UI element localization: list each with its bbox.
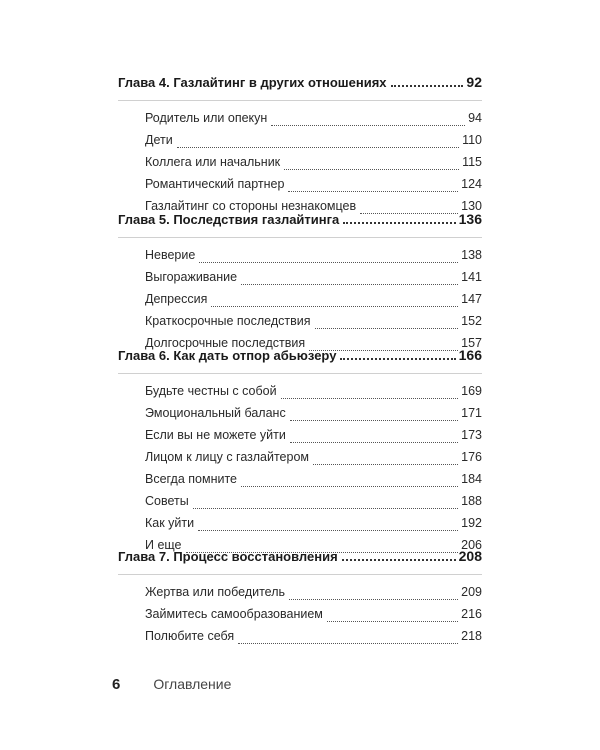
chapter-heading[interactable] — [118, 74, 482, 94]
entry-title: Если вы не можете уйти — [145, 428, 286, 442]
entry-page-number: 115 — [462, 155, 482, 169]
toc-entry[interactable] — [118, 155, 482, 177]
entry-list — [118, 585, 482, 651]
dot-leader — [198, 530, 458, 531]
entry-page-number: 141 — [461, 270, 482, 284]
chapter-heading[interactable] — [118, 211, 482, 231]
divider — [118, 373, 482, 374]
entry-title: Выгораживание — [145, 270, 238, 284]
entry-page-number: 206 — [461, 538, 482, 552]
entry-page-number: 147 — [461, 292, 482, 306]
chapter-title: Глава 5. Последствия газлайтинга — [118, 212, 340, 227]
dot-leader — [271, 125, 465, 126]
entry-page-number: 110 — [462, 133, 482, 147]
dot-leader — [177, 147, 459, 148]
divider — [118, 100, 482, 101]
entry-page-number: 94 — [468, 111, 482, 125]
entry-title: Газлайтинг со стороны незнакомцев — [145, 199, 357, 213]
toc-entry[interactable] — [118, 494, 482, 516]
toc-entry[interactable] — [118, 111, 482, 133]
entry-title: Эмоциональный баланс — [145, 406, 286, 420]
chapter-block-6 — [118, 347, 482, 560]
entry-title: Будьте честны с собой — [145, 384, 277, 398]
entry-title: Родитель или опекун — [145, 111, 268, 125]
entry-title: И еще — [145, 538, 182, 552]
dot-leader — [241, 284, 458, 285]
entry-title: Лицом к лицу с газлайтером — [145, 450, 309, 464]
toc-entry[interactable] — [118, 450, 482, 472]
entry-title: Депрессия — [145, 292, 208, 306]
entry-title: Займитесь самообразованием — [145, 607, 323, 621]
entry-list — [118, 384, 482, 560]
toc-entry[interactable] — [118, 314, 482, 336]
entry-page-number: 173 — [461, 428, 482, 442]
dot-leader — [391, 85, 464, 87]
dot-leader — [193, 508, 458, 509]
dot-leader — [290, 442, 458, 443]
chapter-page-number: 208 — [458, 548, 482, 564]
toc-entry[interactable] — [118, 607, 482, 629]
entry-title: Неверие — [145, 248, 196, 262]
toc-entry[interactable] — [118, 585, 482, 607]
chapter-page-number: 136 — [458, 211, 482, 227]
dot-leader — [281, 398, 459, 399]
toc-entry[interactable] — [118, 177, 482, 199]
toc-entry[interactable] — [118, 428, 482, 450]
toc-entry[interactable] — [118, 292, 482, 314]
dot-leader — [284, 169, 459, 170]
dot-leader — [343, 222, 455, 224]
entry-title: Жертва или победитель — [145, 585, 286, 599]
entry-page-number: 169 — [461, 384, 482, 398]
toc-entry[interactable] — [118, 133, 482, 155]
toc-entry[interactable] — [118, 248, 482, 270]
entry-page-number: 124 — [461, 177, 482, 191]
dot-leader — [211, 306, 458, 307]
chapter-title: Глава 7. Процесс восстановления — [118, 549, 338, 564]
entry-page-number: 184 — [461, 472, 482, 486]
dot-leader — [340, 358, 455, 360]
entry-page-number: 188 — [461, 494, 482, 508]
chapter-block-4 — [118, 74, 482, 221]
entry-title: Краткосрочные последствия — [145, 314, 311, 328]
chapter-heading[interactable] — [118, 347, 482, 367]
dot-leader — [288, 191, 458, 192]
entry-page-number: 192 — [461, 516, 482, 530]
entry-title: Как уйти — [145, 516, 195, 530]
entry-page-number: 130 — [461, 199, 482, 213]
chapter-heading[interactable] — [118, 548, 482, 568]
entry-page-number: 216 — [461, 607, 482, 621]
entry-title: Коллега или начальник — [145, 155, 281, 169]
entry-page-number: 157 — [461, 336, 482, 350]
entry-list — [118, 111, 482, 221]
chapter-page-number: 166 — [458, 347, 482, 363]
toc-entry[interactable] — [118, 384, 482, 406]
chapter-block-7 — [118, 548, 482, 651]
dot-leader — [241, 486, 458, 487]
entry-title: Советы — [145, 494, 189, 508]
dot-leader — [342, 559, 456, 561]
entry-title: Романтический партнер — [145, 177, 285, 191]
dot-leader — [238, 643, 458, 644]
dot-leader — [327, 621, 458, 622]
entry-page-number: 218 — [461, 629, 482, 643]
entry-title: Дети — [145, 133, 173, 147]
running-header-title: Оглавление — [153, 676, 232, 692]
entry-title: Полюбите себя — [145, 629, 235, 643]
toc-entry[interactable] — [118, 406, 482, 428]
chapter-block-5 — [118, 211, 482, 358]
page-number: 6 — [112, 676, 121, 693]
toc-entry[interactable] — [118, 516, 482, 538]
chapter-page-number: 92 — [466, 74, 482, 90]
entry-title: Всегда помните — [145, 472, 237, 486]
chapter-title: Глава 4. Газлайтинг в других отношениях — [118, 75, 387, 90]
page-footer — [112, 676, 231, 693]
entry-title: Долгосрочные последствия — [145, 336, 306, 350]
divider — [118, 574, 482, 575]
entry-page-number: 176 — [461, 450, 482, 464]
chapter-title: Глава 6. Как дать отпор абьюзеру — [118, 348, 337, 363]
entry-page-number: 209 — [461, 585, 482, 599]
toc-entry[interactable] — [118, 270, 482, 292]
dot-leader — [313, 464, 458, 465]
toc-entry[interactable] — [118, 472, 482, 494]
dot-leader — [199, 262, 458, 263]
dot-leader — [290, 420, 458, 421]
entry-page-number: 171 — [461, 406, 482, 420]
entry-page-number: 138 — [461, 248, 482, 262]
divider — [118, 237, 482, 238]
dot-leader — [289, 599, 458, 600]
entry-list — [118, 248, 482, 358]
dot-leader — [315, 328, 459, 329]
entry-page-number: 152 — [461, 314, 482, 328]
toc-entry[interactable] — [118, 629, 482, 651]
